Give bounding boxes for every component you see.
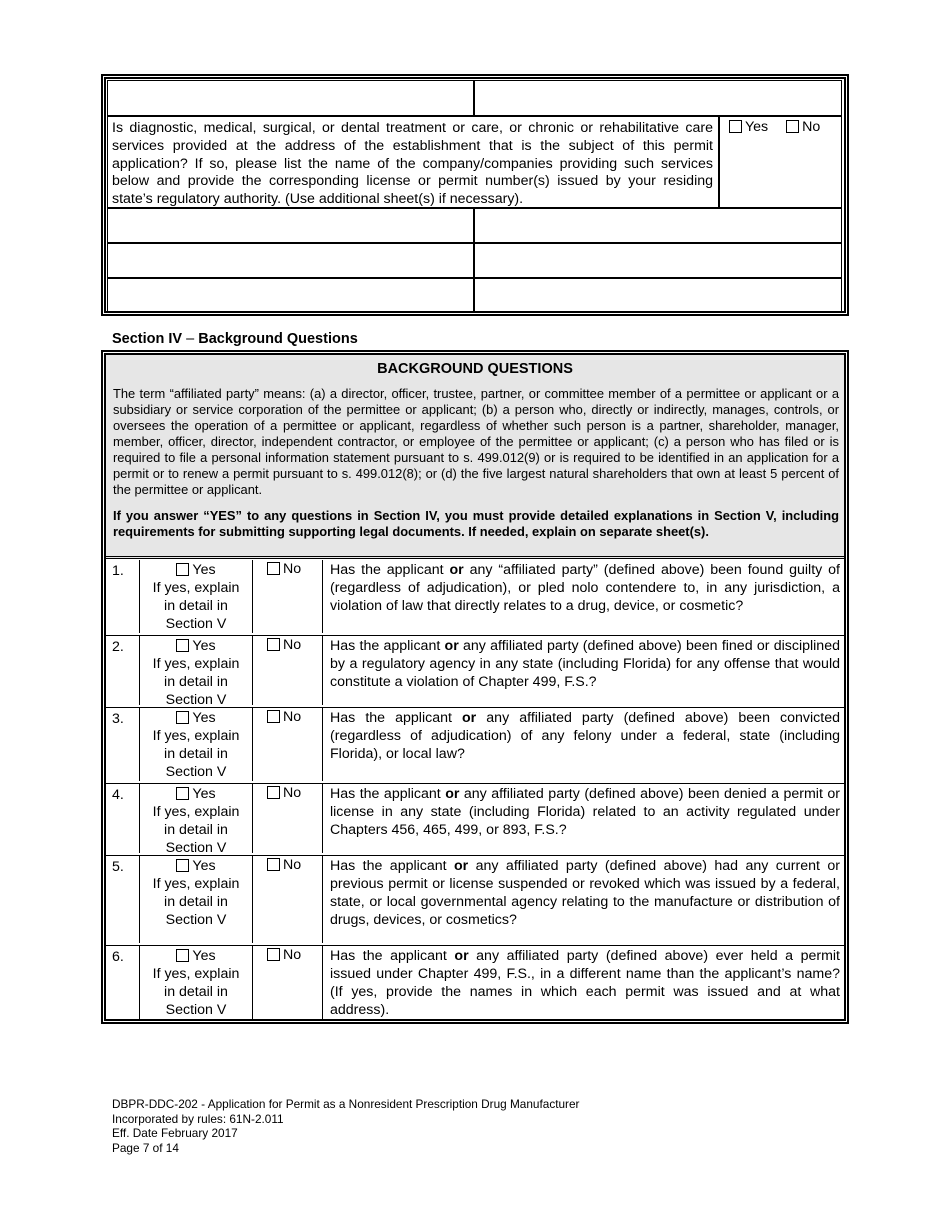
checkbox-icon [786, 120, 799, 133]
question-text [323, 708, 844, 781]
checkbox-icon [176, 859, 189, 872]
no-label: No [802, 119, 821, 135]
question-number: 2. [106, 636, 140, 705]
question-text-bold: or [449, 562, 464, 578]
section-dash: – [182, 331, 199, 347]
question-text-pre: Has the applicant [330, 638, 445, 654]
yes-label: Yes [192, 948, 216, 964]
yes-note-line: Section V [165, 840, 227, 856]
no-cell [253, 708, 323, 781]
yes-note-line: in detail in [164, 598, 228, 614]
yes-note-line: Section V [165, 616, 227, 632]
treatment-question-text: Is diagnostic, medical, surgical, or dental treatment or care, or chronic or rehabilitative care services provided at the address of the establishment that is the subject of this permit application? If so, please list the name of the company/companies providing such services below and provide the corresponding license or permit number(s) issued by your residing state’s regulatory authority. (Use additional sheet(s) if necessary). [112, 120, 713, 208]
question-number: 3. [106, 708, 140, 781]
yes-note-line: in detail in [164, 984, 228, 1000]
question-row [106, 560, 844, 633]
yes-note-line: If yes, explain [152, 966, 240, 982]
yes-cell [140, 946, 253, 1021]
form-id: DBPR-DDC-202 - Application for Permit as a Nonresident Prescription Drug Manufacturer [112, 1097, 580, 1111]
no-cell [253, 946, 323, 1021]
question-text-post: any affiliated party (defined above) been fined or disciplined by a regulatory agency in any state (including Florida) for any offense that would constitute a violation of Chapter 499, F.S.? [330, 638, 840, 690]
background-header [106, 355, 844, 559]
checkbox-icon [267, 562, 280, 575]
yes-answer-warning: If you answer “YES” to any questions in Section IV, you must provide detailed explanations in Section V, including requirements for submitting supporting legal documents. If needed, explain on separate sheet(s). [113, 508, 839, 539]
question-row [106, 635, 844, 708]
yes-note-line: in detail in [164, 822, 228, 838]
yes-note-line: in detail in [164, 894, 228, 910]
question-row [106, 783, 844, 856]
yes-note-line: Section V [165, 912, 227, 928]
checkbox-icon [176, 711, 189, 724]
yes-checkbox[interactable] [176, 638, 215, 654]
treatment-yes-checkbox[interactable] [729, 119, 768, 135]
effective-date: Eff. Date February 2017 [112, 1126, 238, 1140]
question-text-pre: Has the applicant [330, 710, 463, 726]
no-cell [253, 784, 323, 853]
yes-checkbox[interactable] [176, 710, 215, 726]
question-text [323, 946, 844, 1021]
no-checkbox[interactable] [267, 561, 301, 577]
no-label: No [283, 947, 302, 963]
yes-label: Yes [192, 638, 216, 654]
question-row [106, 855, 844, 943]
no-label: No [283, 637, 302, 653]
yes-checkbox[interactable] [176, 562, 215, 578]
form-footer [112, 1097, 579, 1155]
treatment-no-checkbox[interactable] [786, 119, 820, 135]
yes-note-line: If yes, explain [152, 656, 240, 672]
no-label: No [283, 857, 302, 873]
no-cell [253, 636, 323, 705]
question-text-pre: Has the applicant [330, 948, 455, 964]
yes-note-line: Section V [165, 764, 227, 780]
yes-note-line: If yes, explain [152, 580, 240, 596]
checkbox-icon [729, 120, 742, 133]
yes-note-line: in detail in [164, 674, 228, 690]
checkbox-icon [176, 639, 189, 652]
yes-label: Yes [745, 119, 769, 135]
provider-name-field[interactable] [107, 80, 474, 116]
section-title [112, 331, 358, 347]
question-text-bold: or [445, 786, 460, 802]
provider-row-2-license[interactable] [474, 243, 842, 278]
incorporated-rules: Incorporated by rules: 61N-2.011 [112, 1111, 284, 1126]
checkbox-icon [267, 858, 280, 871]
no-label: No [283, 561, 302, 577]
question-text-pre: Has the applicant [330, 786, 446, 802]
provider-license-field[interactable] [474, 80, 842, 116]
yes-checkbox[interactable] [176, 786, 215, 802]
question-text-post: any “affiliated party” (defined above) been found guilty of (regardless of adjudication), or pled nolo contendere to, in any jurisdiction, a violation of law that directly relates to a drug, device, or cosmetic? [330, 562, 840, 614]
no-label: No [283, 709, 302, 725]
question-text-post: any affiliated party (defined above) been denied a permit or license in any state (including Florida) related to an activity regulated under Chapters 456, 465, 499, or 893, F.S.? [330, 786, 840, 838]
provider-row-3-license[interactable] [474, 278, 842, 312]
section-name: Background Questions [198, 331, 358, 347]
background-questions-table [101, 350, 849, 1024]
checkbox-icon [267, 786, 280, 799]
yes-checkbox[interactable] [176, 948, 215, 964]
no-cell [253, 856, 323, 943]
yes-cell [140, 708, 253, 781]
background-heading: BACKGROUND QUESTIONS [377, 361, 573, 377]
question-text [323, 560, 844, 633]
checkbox-icon [267, 638, 280, 651]
question-row [106, 707, 844, 781]
yes-label: Yes [192, 562, 216, 578]
question-text-pre: Has the applicant [330, 562, 450, 578]
yes-note-line: If yes, explain [152, 876, 240, 892]
no-checkbox[interactable] [267, 709, 301, 725]
yes-note-line: If yes, explain [152, 804, 240, 820]
no-checkbox[interactable] [267, 857, 301, 873]
checkbox-icon [176, 787, 189, 800]
yes-note-line: Section V [165, 1002, 227, 1018]
yes-cell [140, 856, 253, 943]
question-text-bold: or [444, 638, 459, 654]
question-text-bold: or [454, 948, 469, 964]
treatment-answer-cell [719, 116, 842, 208]
question-text-bold: or [462, 710, 477, 726]
question-text-post: any affiliated party (defined above) ever held a permit issued under Chapter 499, F.S., in a different name than the applicant’s name? (If yes, provide the names in which each permit was issued and at what address). [330, 948, 840, 1018]
question-number: 6. [106, 946, 140, 1021]
question-text [323, 856, 844, 943]
question-number: 4. [106, 784, 140, 853]
checkbox-icon [176, 949, 189, 962]
no-label: No [283, 785, 302, 801]
yes-note-line: in detail in [164, 746, 228, 762]
yes-label: Yes [192, 710, 216, 726]
provider-row-1-license[interactable] [474, 208, 842, 243]
yes-cell [140, 784, 253, 856]
no-checkbox[interactable] [267, 637, 301, 653]
question-number: 1. [106, 560, 140, 633]
checkbox-icon [267, 948, 280, 961]
treatment-question-cell [107, 116, 719, 208]
page-number: Page 7 of 14 [112, 1140, 179, 1155]
yes-note-line: Section V [165, 692, 227, 708]
yes-cell [140, 636, 253, 708]
provider-row-3-name[interactable] [107, 278, 474, 312]
yes-checkbox[interactable] [176, 858, 215, 874]
provider-row-1-name[interactable] [107, 208, 474, 243]
yes-cell [140, 560, 253, 633]
section-number: Section IV [112, 331, 183, 347]
question-text-pre: Has the applicant [330, 858, 455, 874]
question-number: 5. [106, 856, 140, 943]
provider-table [101, 74, 849, 316]
no-checkbox[interactable] [267, 785, 301, 801]
question-text [323, 784, 844, 853]
checkbox-icon [176, 563, 189, 576]
yes-label: Yes [192, 786, 216, 802]
checkbox-icon [267, 710, 280, 723]
question-text-post: any affiliated party (defined above) had any current or previous permit or license suspended or revoked which was issued by a federal, state, or local governmental agency relating to the manufacture or distribution of drugs, devices, or cosmetics? [330, 858, 840, 928]
question-row [106, 945, 844, 1021]
yes-note-line: If yes, explain [152, 728, 240, 744]
yes-label: Yes [192, 858, 216, 874]
affiliated-party-definition: The term “affiliated party” means: (a) a director, officer, trustee, partner, or committee member of a permittee or applicant or a subsidiary or service corporation of the permittee or applicant; (b) a person who, directly or indirectly, manages, controls, or oversees the operation of a permittee or applicant, regardless of whether such person is a partner, shareholder, manager, member, officer, director, independent contractor, or employee of the permittee or applicant; (c) a person who has filed or is required to file a personal information statement pursuant to s. 499.012(9) or is required to be identified in an application for a permit or to renew a permit pursuant to s. 499.012(8); or (d) the five largest natural shareholders that own at least 5 percent of the permittee or applicant. [113, 386, 839, 497]
no-cell [253, 560, 323, 633]
question-text [323, 636, 844, 705]
question-text-post: any affiliated party (defined above) been convicted (regardless of adjudication) of any felony under a federal, state (including Florida), or local law? [330, 710, 840, 762]
no-checkbox[interactable] [267, 947, 301, 963]
question-text-bold: or [454, 858, 469, 874]
provider-row-2-name[interactable] [107, 243, 474, 278]
